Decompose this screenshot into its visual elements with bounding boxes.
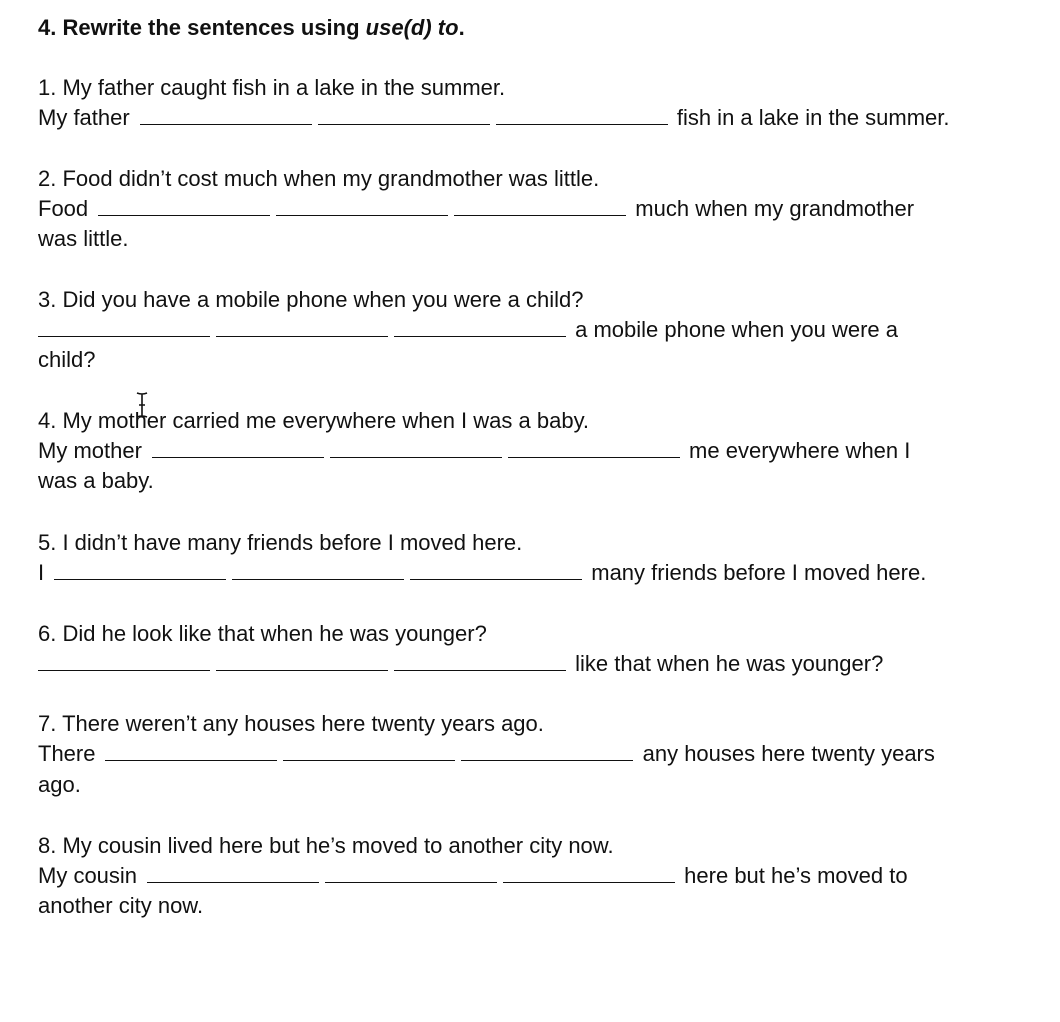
answer-line-4	[38, 437, 910, 465]
answer-blank[interactable]	[38, 650, 210, 671]
answer-wrap-2: was little.	[38, 226, 129, 251]
answer-blank[interactable]	[140, 104, 312, 125]
answer-line-1	[38, 104, 950, 132]
answer-blank[interactable]	[276, 195, 448, 216]
answer-start-2: Food	[38, 196, 89, 221]
answer-blank[interactable]	[54, 559, 226, 580]
answer-blank[interactable]	[98, 195, 270, 216]
answer-blank[interactable]	[232, 559, 404, 580]
answer-blank[interactable]	[216, 650, 388, 671]
answer-blank[interactable]	[461, 740, 633, 761]
answer-start-1: My father	[38, 105, 130, 130]
answer-end-8: here but he’s moved to	[684, 863, 908, 888]
answer-line-2	[38, 195, 914, 223]
answer-blank[interactable]	[216, 316, 388, 337]
heading-prefix: 4. Rewrite the sentences using	[38, 15, 366, 40]
answer-blank[interactable]	[147, 862, 319, 883]
answer-blank[interactable]	[325, 862, 497, 883]
question-2: 2. Food didn’t cost much when my grandmother was little.	[38, 166, 600, 191]
answer-wrap-3: child?	[38, 347, 96, 372]
answer-blank[interactable]	[394, 650, 566, 671]
answer-end-4: me everywhere when I	[689, 438, 911, 463]
answer-line-3	[38, 316, 898, 344]
answer-start-5: I	[38, 560, 45, 585]
answer-blank[interactable]	[454, 195, 626, 216]
answer-blank[interactable]	[38, 316, 210, 337]
answer-blank[interactable]	[503, 862, 675, 883]
answer-end-2: much when my grandmother	[635, 196, 915, 221]
question-6: 6. Did he look like that when he was younger?	[38, 621, 487, 646]
answer-end-6: like that when he was younger?	[575, 651, 884, 676]
answer-line-6	[38, 650, 883, 678]
answer-end-5: many friends before I moved here.	[591, 560, 927, 585]
answer-blank[interactable]	[496, 104, 668, 125]
answer-end-1: fish in a lake in the summer.	[676, 105, 950, 130]
text-cursor-icon	[135, 392, 149, 418]
question-4: 4. My mother carried me everywhere when I was a baby.	[38, 408, 590, 433]
answer-line-7	[38, 740, 935, 768]
exercise-heading	[38, 14, 465, 42]
answer-end-7: any houses here twenty years	[642, 741, 935, 766]
heading-emphasis: use(d) to	[365, 15, 459, 40]
answer-wrap-8: another city now.	[38, 893, 204, 918]
answer-start-4: My mother	[38, 438, 142, 463]
answer-wrap-4: was a baby.	[38, 468, 154, 493]
answer-blank[interactable]	[152, 437, 324, 458]
answer-wrap-7: ago.	[38, 772, 81, 797]
answer-blank[interactable]	[283, 740, 455, 761]
answer-blank[interactable]	[394, 316, 566, 337]
answer-line-8	[38, 862, 908, 890]
question-7: 7. There weren’t any houses here twenty years ago.	[38, 711, 544, 736]
answer-blank[interactable]	[330, 437, 502, 458]
question-1: 1. My father caught fish in a lake in the summer.	[38, 75, 506, 100]
answer-line-5	[38, 559, 926, 587]
heading-suffix: .	[458, 15, 465, 40]
question-5: 5. I didn’t have many friends before I moved here.	[38, 530, 523, 555]
answer-blank[interactable]	[105, 740, 277, 761]
question-8: 8. My cousin lived here but he’s moved to another city now.	[38, 833, 614, 858]
answer-end-3: a mobile phone when you were a	[575, 317, 899, 342]
answer-blank[interactable]	[410, 559, 582, 580]
answer-start-8: My cousin	[38, 863, 138, 888]
answer-start-7: There	[38, 741, 96, 766]
answer-blank[interactable]	[508, 437, 680, 458]
answer-blank[interactable]	[318, 104, 490, 125]
question-3: 3. Did you have a mobile phone when you were a child?	[38, 287, 584, 312]
